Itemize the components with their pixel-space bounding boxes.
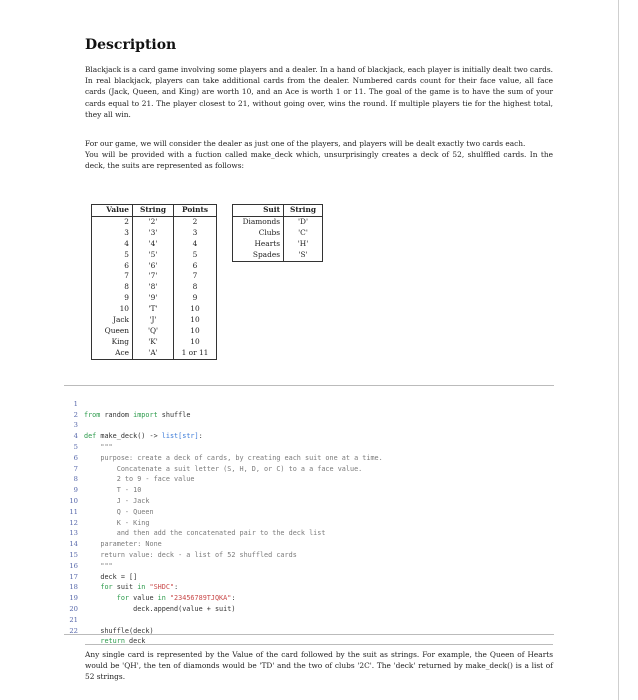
code-text: :: [174, 583, 179, 592]
code-text: deck = []: [84, 572, 138, 581]
line-number: 13: [69, 529, 78, 538]
dealer-rule-text: For our game, we will consider the dealer as just one of the players, and players will be dealt exactly two cards each.: [85, 139, 526, 148]
line-number: 22: [69, 626, 78, 635]
points-cell: 10: [190, 336, 200, 346]
line-number: 12: [69, 518, 78, 527]
code-line: [64, 388, 191, 419]
value-cell: 3: [92, 228, 133, 239]
line-number: 6: [73, 453, 78, 462]
table-row: [92, 293, 217, 304]
string-cell: '8': [133, 282, 174, 293]
docstring-line: 2 to 9 - face value: [84, 475, 195, 484]
table-row: [233, 216, 323, 227]
line-number: 21: [69, 615, 78, 624]
line-number: 8: [73, 475, 78, 484]
string-cell: '9': [133, 293, 174, 304]
game-rules-paragraph: [85, 138, 553, 172]
table-header: Points: [174, 205, 217, 217]
table-header: String: [133, 205, 174, 217]
type-annotation: list[str]: [161, 432, 199, 441]
points-cell: 7: [192, 271, 198, 281]
value-cell: 4: [92, 239, 133, 250]
value-cell: 9: [92, 293, 133, 304]
suits-table: [232, 204, 323, 262]
value-cell: 8: [92, 282, 133, 293]
line-number: 18: [69, 583, 78, 592]
code-listing: [64, 385, 554, 646]
keyword: from: [84, 410, 101, 419]
string-cell: '3': [133, 228, 174, 239]
table-row: [92, 261, 217, 272]
string-cell: 'D': [298, 216, 308, 226]
table-row: [92, 250, 217, 261]
points-cell: 6: [192, 260, 198, 270]
string-cell: '4': [133, 239, 174, 250]
value-cell: Ace: [92, 348, 133, 359]
points-cell: 2: [192, 216, 198, 226]
table-header: Value: [92, 205, 133, 217]
string-cell: 'C': [298, 227, 308, 237]
line-number: 14: [69, 540, 78, 549]
value-cell: King: [92, 337, 133, 348]
table-header: String: [284, 205, 323, 217]
line-number: 10: [69, 496, 78, 505]
line-number: 4: [73, 432, 78, 441]
table-row: [92, 216, 217, 227]
keyword: import: [133, 410, 158, 419]
string-cell: 'J': [133, 315, 174, 326]
line-number: 11: [69, 507, 78, 516]
points-cell: 4: [192, 238, 198, 248]
code-text: deck.append(value + suit): [84, 604, 236, 613]
value-cell: 10: [92, 304, 133, 315]
docstring-line: return value: deck - a list of 52 shuffled cards: [84, 550, 297, 559]
string-cell: 'T': [133, 304, 174, 315]
string-cell: 'H': [297, 238, 309, 248]
value-cell: 6: [92, 261, 133, 272]
code-text: :: [198, 432, 203, 441]
card-representation-paragraph: Any single card is represented by the Value of the card followed by the suit as strings. For example, the Queen of Hearts would be 'QH', the ten of diamonds would be 'TD' and the two of clubs '2C'. The 'deck' returned by make_deck() is a list of 52 strings.: [85, 644, 553, 683]
code-line: [64, 399, 89, 419]
table-header: Suit: [233, 205, 284, 217]
value-cell: Queen: [92, 326, 133, 337]
table-row: [233, 228, 323, 239]
table-row: [92, 326, 217, 337]
table-row: [92, 271, 217, 282]
line-number: 16: [69, 561, 78, 570]
code-line: [64, 593, 89, 613]
line-number: 19: [69, 594, 78, 603]
points-cell: 10: [190, 304, 200, 314]
page-title: Description: [85, 37, 177, 53]
string-cell: 'A': [133, 348, 174, 359]
points-cell: 8: [192, 282, 198, 292]
suit-cell: Spades: [233, 250, 284, 261]
points-cell: 1 or 11: [181, 347, 209, 357]
suit-cell: Clubs: [233, 228, 284, 239]
points-cell: 9: [192, 293, 198, 303]
code-text: shuffle: [157, 410, 191, 419]
table-row: [92, 304, 217, 315]
code-text: deck: [124, 637, 146, 646]
string-cell: 'S': [298, 249, 308, 259]
line-number: 9: [73, 486, 78, 495]
docstring-line: Concatenate a suit letter (S, H, D, or C) to a a face value.: [84, 464, 363, 473]
docstring-line: """: [84, 442, 113, 451]
line-number: 2: [73, 410, 78, 419]
code-text: :: [231, 594, 236, 603]
docstring-line: Q - Queen: [84, 507, 154, 516]
code-text: random: [100, 410, 134, 419]
table-row: [92, 348, 217, 359]
docstring-line: T - 10: [84, 486, 142, 495]
docstring-line: K - King: [84, 518, 150, 527]
suit-cell: Diamonds: [233, 216, 284, 227]
keyword: for: [84, 594, 130, 603]
value-cell: 7: [92, 271, 133, 282]
keyword: def: [84, 432, 97, 441]
table-row: [92, 282, 217, 293]
value-cell: 5: [92, 250, 133, 261]
table-row: [92, 315, 217, 326]
make-deck-text: You will be provided with a fuction called make_deck which, unsurprisingly creates a deck of 52, shulffled cards. In the deck, the suits are represented as follows:: [85, 150, 553, 171]
code-text: value: [129, 594, 158, 603]
docstring-line: J - Jack: [84, 496, 150, 505]
points-cell: 5: [192, 249, 198, 259]
table-row: [233, 239, 323, 250]
keyword: in: [137, 583, 150, 592]
value-cell: 2: [92, 216, 133, 227]
keyword: return: [84, 637, 125, 646]
docstring-line: and then add the concatenated pair to the deck list: [84, 529, 326, 538]
line-number: 15: [69, 550, 78, 559]
points-cell: 10: [190, 315, 200, 325]
value-cell: Jack: [92, 315, 133, 326]
string-literal: "SHDC": [149, 583, 175, 592]
code-text: make_deck() ->: [96, 432, 162, 441]
line-number: 3: [73, 421, 78, 430]
card-values-table: [91, 204, 217, 360]
string-cell: 'K': [133, 337, 174, 348]
code-text: suit: [112, 583, 138, 592]
line-number: 20: [69, 604, 78, 613]
string-cell: 'Q': [133, 326, 174, 337]
string-cell: '7': [133, 271, 174, 282]
string-cell: '6': [133, 261, 174, 272]
line-number: 17: [69, 572, 78, 581]
string-cell: '2': [133, 216, 174, 227]
table-row: [92, 239, 217, 250]
string-literal: "23456789TJQKA": [169, 594, 232, 603]
table-row: [92, 228, 217, 239]
keyword: in: [157, 594, 170, 603]
docstring-line: parameter: None: [84, 540, 162, 549]
line-number: 5: [73, 442, 78, 451]
string-cell: '5': [133, 250, 174, 261]
points-cell: 3: [192, 227, 198, 237]
suit-cell: Hearts: [233, 239, 284, 250]
table-row: [92, 337, 217, 348]
code-text: shuffle(deck): [84, 626, 154, 635]
line-number: 7: [73, 464, 78, 473]
docstring-line: """: [84, 561, 113, 570]
keyword: for: [84, 583, 113, 592]
docstring-line: purpose: create a deck of cards, by creating each suit one at a time.: [84, 453, 383, 462]
table-row: [233, 250, 323, 261]
line-number: 1: [73, 399, 78, 408]
points-cell: 10: [190, 325, 200, 335]
code-line: [64, 453, 195, 484]
intro-paragraph: Blackjack is a card game involving some players and a dealer. In a hand of blackjack, each player is initially dealt two cards. In real blackjack, players can take additional cards from the dealer. Numbered cards count for their face value, all face cards (Jack, Queen, and King) are worth 10, and an Ace is worth 1 or 11. The goal of the game is to have the sum of your cards equal to 21. The player closest to 21, without going over, wins the round. If multiple players tie for the highest total, they all win.: [85, 65, 553, 119]
